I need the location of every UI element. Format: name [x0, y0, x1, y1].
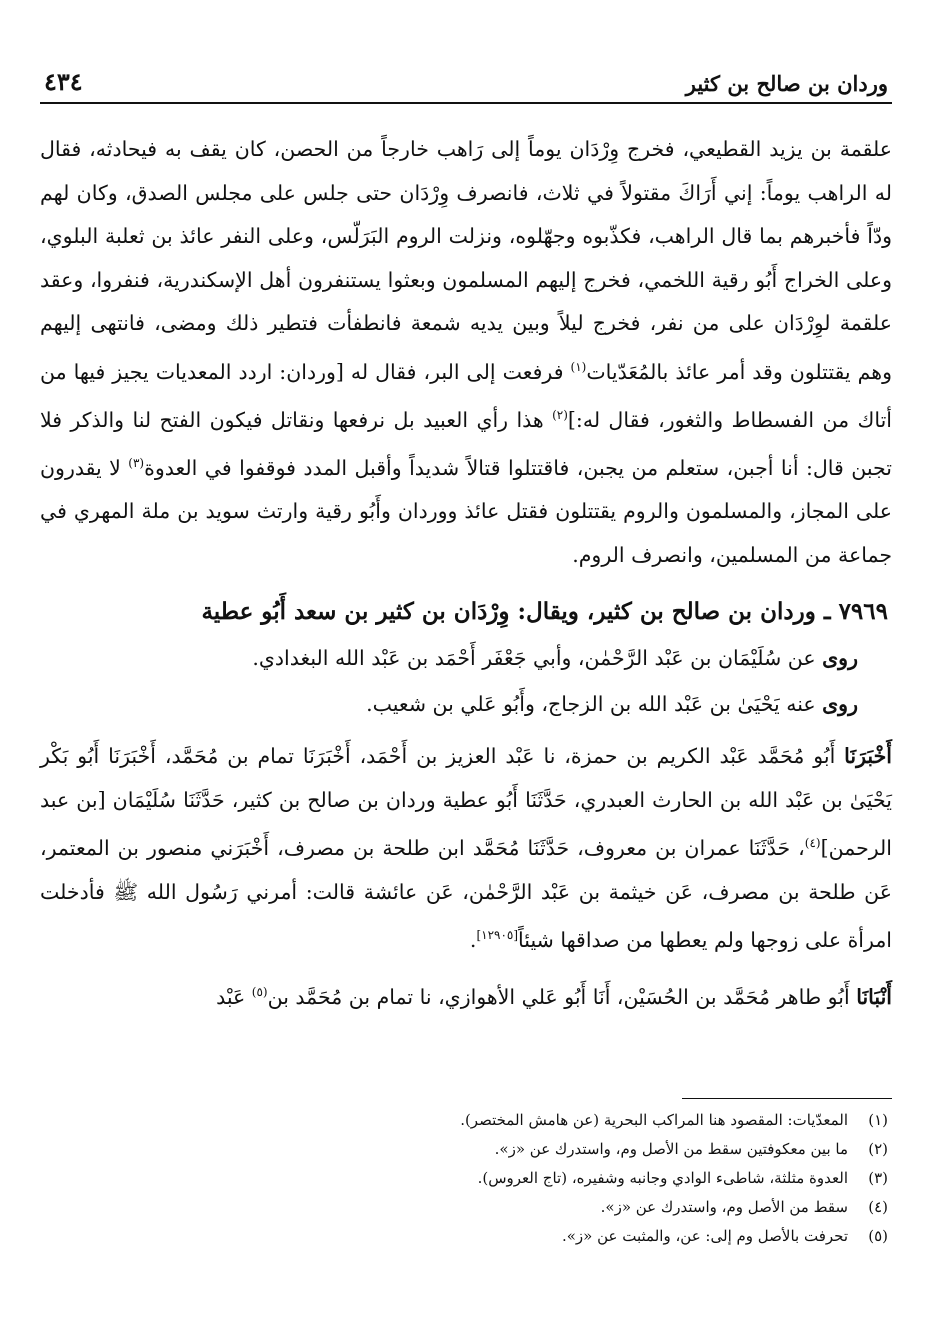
book-page: [40, 60, 892, 1019]
footnote-item: (٢) ما بين معكوفتين سقط من الأصل وم، واستدرك عن «ز».: [494, 1140, 888, 1158]
narrated-from-line: روى عن سُلَيْمَان بن عَبْد الرَّحْمٰن، وأبي جَعْفَر أَحْمَد بن عَبْد الله البغدادي.: [252, 646, 858, 671]
isnad-paragraph-2: أَنْبَانَا أَبُو طاهر مُحَمَّد بن الحُسَيْن، أَنَا أَبُو عَلي الأهوازي، نا تمام بن مُحَمَّد بن$^{(٥)}$ عَبْد: [216, 984, 892, 1009]
footnote-ref-4: (٤): [804, 836, 821, 851]
running-title: وردان بن صالح بن كثير: [685, 71, 888, 96]
narrated-by-line: روى عنه يَحْيَىٰ بن عَبْد الله بن الزجاج، وأَبُو عَلي بن شعيب.: [366, 692, 858, 717]
footnote-ref-1: (١): [570, 359, 587, 374]
footnote-ref-5: (٥): [251, 984, 268, 999]
footnote-item: (٥) تحرفت بالأصل وم إلى: عن، والمثبت عن «ز».: [561, 1227, 888, 1245]
footnote-item: (٤) سقط من الأصل وم، واستدرك عن «ز».: [600, 1198, 888, 1216]
isnad-paragraph: أَخْبَرَنَا أَبُو مُحَمَّد عَبْد الكريم بن حمزة، نا عَبْد العزيز بن أَحْمَد، أَخْبَرَنَا تمام بن مُحَمَّد، أَخْبَرَنَا أَبُو بَكْر يَحْيَىٰ بن عَبْد الله بن الحارث العبدري، حَدَّثَنَا أَبُو عطية وردان بن صالح بن كثير، حَدَّثَنَا سُلَيْمَان [بن عبد الرحمن]$^{(٤)}$، حَدَّثَنَا عمران بن معروف، حَدَّثَنَا مُحَمَّد ابن طلحة بن مصرف، أَخْبَرَني منصور بن المعتمر، عَن طلحة بن مصرف، عَن خيثمة بن عَبْد الرَّحْمٰن، عَن عائشة قالت: أمرني رَسُول الله ﷺ فأدخلت امرأة على زوجها ولم يعطها من صداقها شيئاً[١٢٩٠٥].: [40, 744, 892, 953]
footnotes: [68, 1106, 888, 1251]
footnote-ref-3: (٣): [128, 456, 145, 471]
entry-heading: ٧٩٦٩ ـ وردان بن صالح بن كثير، ويقال: وِرْدَان بن كثير بن سعد أَبُو عطية: [201, 598, 888, 626]
running-header: [40, 60, 892, 104]
page-body: [40, 128, 892, 1019]
page-number: ٤٣٤: [44, 67, 83, 96]
hadith-reference-number: [١٢٩٠٥]: [476, 928, 519, 943]
footnote-separator: [682, 1098, 892, 1099]
footnote-item: (١) المعدّيات: المقصود هنا المراكب البحرية (عن هامش المختصر).: [460, 1111, 888, 1129]
footnote-item: (٣) العدوة مثلثة، شاطىء الوادي وجانبه وشفيره، (تاج العروس).: [477, 1169, 888, 1187]
footnote-ref-2: (٢): [552, 407, 568, 422]
opening-paragraph: علقمة بن يزيد القطيعي، فخرج وِرْدَان يوماً إلى رَاهب خارجاً من الحصن، كان يقف به فيحادثه، فقال له الراهب يوماً: إني أَرَاكَ مقتولاً في ثلاث، فانصرف وِرْدَان حتى جلس على مجلس الصدق، وكان لهم ودّاً فأخبرهم بما قال الراهب، فكذّبوه وجهّلوه، ونزلت الروم البَرَلّس، وعلى النفر عائذ بن ثعلبة البلوي، وعلى الخراج أَبُو رقية اللخمي، فخرج إليهم المسلمون وبعثوا يستنفرون أهل الإسكندرية، فنفروا، وعقد علقمة لوِرْدَان على من نفر، فخرج ليلاً وبين يديه شمعة فانطفأت فتطير ذلك ومضى، فانتهى إليهم وهم يقتتلون وقد أمر عائذ بالمُعَدّيات$^{(١)}$ فرفعت إلى البر، فقال له [وردان: اردد المعديات يجيز فيها من أتاك من الفسطاط والثغور، فقال له:]$^{(٢)}$ هذا رأي العبيد بل نرفعها ونقاتل فيكون الفتح لنا والذكر فلا تجبن قال: أنا أجبن، ستعلم من يجبن، فاقتتلوا قتالاً شديداً وأقبل المدد فوقفوا في العدوة$^{(٣)}$ لا يقدرون على المجاز، والمسلمون والروم يقتتلون فقتل عائذ ووردان وأَبُو رقية وارتث سويد بن ملة المهري في جماعة من المسلمين، وانصرف الروم.: [40, 137, 892, 567]
